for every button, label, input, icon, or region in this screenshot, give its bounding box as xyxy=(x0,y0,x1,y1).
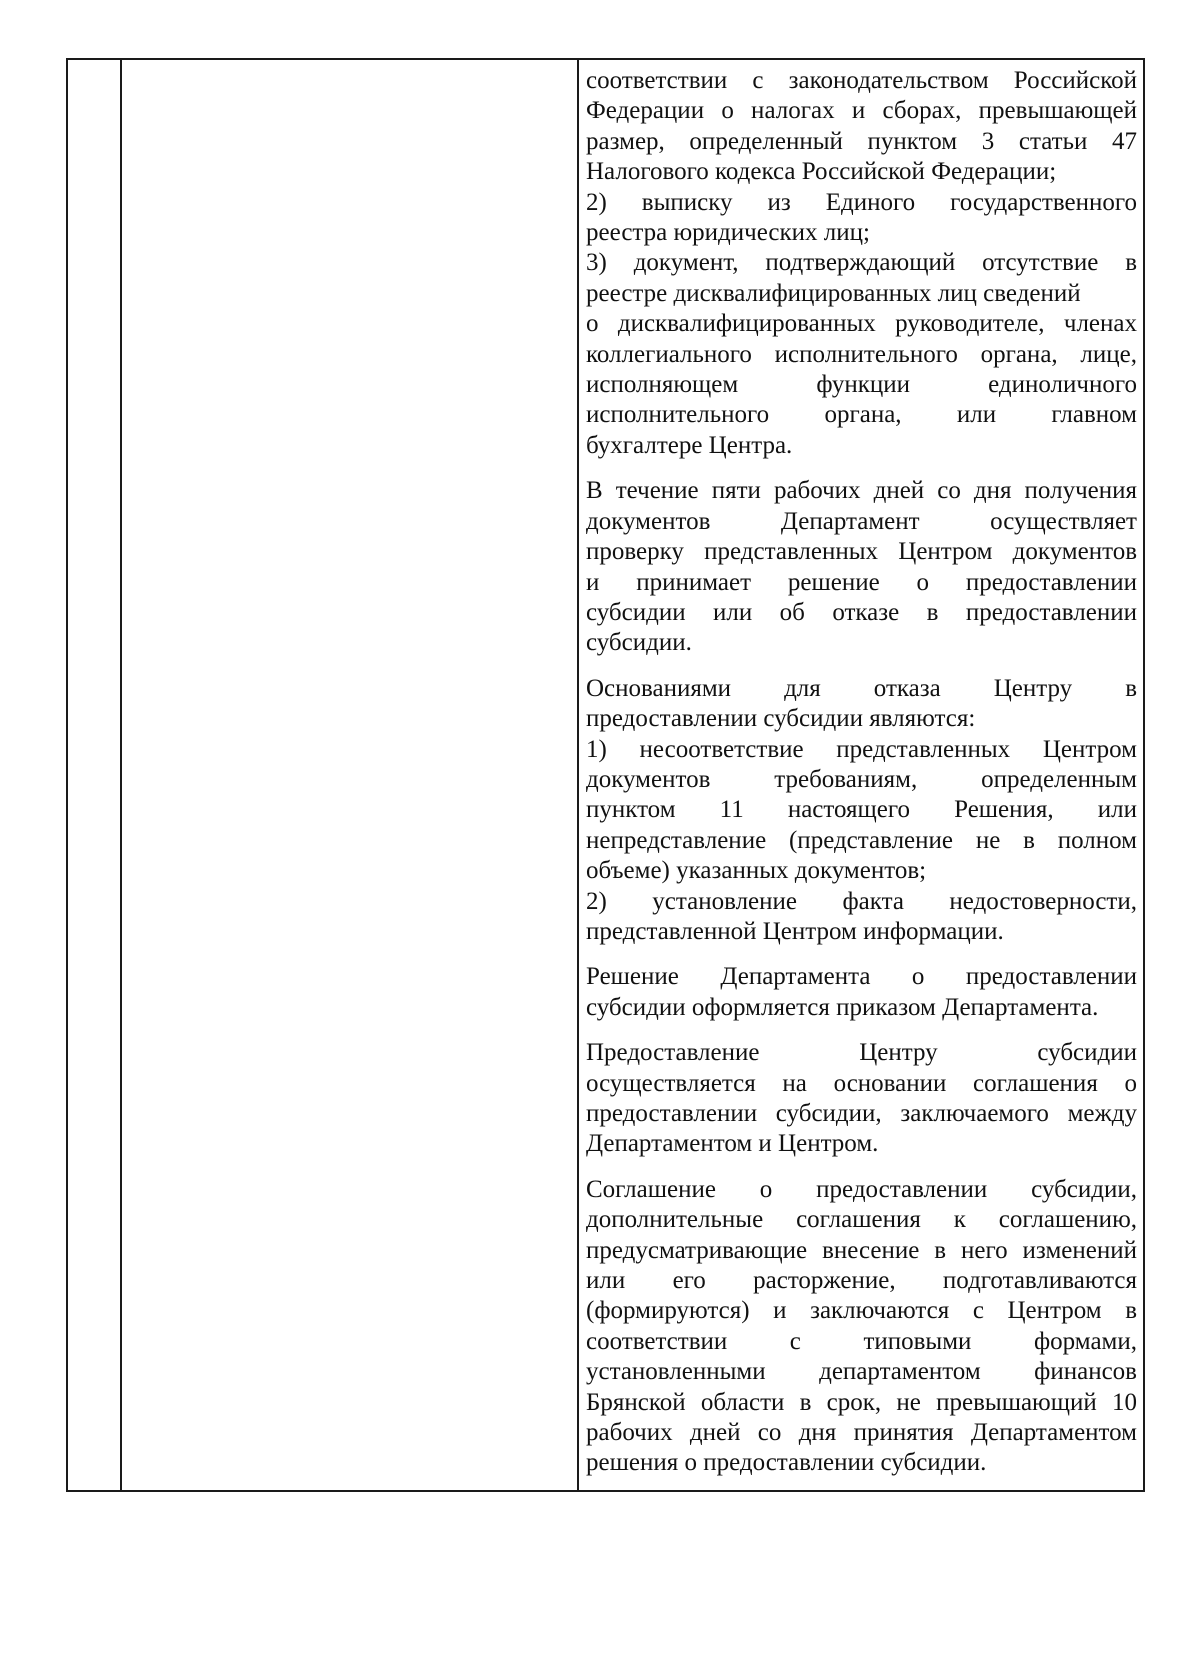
text-line: исполняющем функции единоличного xyxy=(586,371,1137,399)
text-line: (формируются) и заключаются с Центром в xyxy=(586,1297,1137,1325)
text-line: пунктом 11 настоящего Решения, или xyxy=(586,796,1137,824)
text-line: субсидии оформляется приказом Департамента. xyxy=(586,993,1099,1021)
text-line: предоставлении субсидии являются: xyxy=(586,705,976,733)
text-line: субсидии. xyxy=(586,629,692,657)
text-line: или его расторжение, подготавливаются xyxy=(586,1267,1137,1295)
text-line: реестра юридических лиц; xyxy=(586,219,870,247)
text-line: В течение пяти рабочих дней со дня получения xyxy=(586,477,1137,505)
text-line: Налогового кодекса Российской Федерации; xyxy=(586,158,1057,186)
text-line: решения о предоставлении субсидии. xyxy=(586,1449,987,1477)
text-line: проверку представленных Центром документов xyxy=(586,538,1137,566)
text-line: размер, определенный пунктом 3 статьи 47 xyxy=(586,127,1137,155)
text-line: исполнительного органа, или главном xyxy=(586,401,1137,429)
text-line: Федерации о налогах и сборах, превышающей xyxy=(586,97,1137,125)
text-line: представленной Центром информации. xyxy=(586,917,1004,945)
text-line: 3) документ, подтверждающий отсутствие в xyxy=(586,249,1137,277)
text-line: документов Департамент осуществляет xyxy=(586,507,1137,535)
paragraph xyxy=(586,674,1137,948)
paragraph xyxy=(586,476,1137,658)
document-table xyxy=(66,58,1145,1492)
text-line: непредставление (представление не в полном xyxy=(586,826,1137,854)
paragraph xyxy=(586,66,1137,461)
text-line: Соглашение о предоставлении субсидии, xyxy=(586,1175,1137,1203)
text-line: бухгалтере Центра. xyxy=(586,431,793,459)
text-line: Решение Департамента о предоставлении xyxy=(586,963,1137,991)
text-line: соответствии с законодательством Российской xyxy=(586,67,1137,94)
text-line: предусматривающие внесение в него изменений xyxy=(586,1236,1137,1264)
text-line: Департаментом и Центром. xyxy=(586,1130,879,1158)
column-divider-2 xyxy=(577,60,579,1490)
text-line: рабочих дней со дня принятия Департаментом xyxy=(586,1419,1137,1447)
text-line: и принимает решение о предоставлении xyxy=(586,568,1137,596)
text-line: 2) установление факта недостоверности, xyxy=(586,887,1137,915)
text-line: Предоставление Центру субсидии xyxy=(586,1039,1137,1067)
paragraph xyxy=(586,1175,1137,1479)
paragraph xyxy=(586,962,1137,1023)
text-line: предоставлении субсидии, заключаемого между xyxy=(586,1100,1137,1127)
text-line: о дисквалифицированных руководителе, членах xyxy=(586,310,1137,338)
text-line: 1) несоответствие представленных Центром xyxy=(586,735,1137,763)
text-line: реестре дисквалифицированных лиц сведений xyxy=(586,279,1081,307)
column-divider-1 xyxy=(120,60,122,1490)
paragraph xyxy=(586,1038,1137,1160)
text-line: Брянской области в срок, не превышающий 10 xyxy=(586,1388,1137,1416)
text-line: субсидии или об отказе в предоставлении xyxy=(586,598,1137,626)
table-text-cell xyxy=(586,66,1137,1479)
text-line: коллегиального исполнительного органа, лице, xyxy=(586,340,1137,368)
text-line: осуществляется на основании соглашения о xyxy=(586,1069,1137,1097)
text-line: установленными департаментом финансов xyxy=(586,1358,1137,1386)
text-line: документов требованиям, определенным xyxy=(586,765,1137,793)
text-line: объеме) указанных документов; xyxy=(586,857,927,885)
text-line: Основаниями для отказа Центру в xyxy=(586,674,1137,702)
text-line: дополнительные соглашения к соглашению, xyxy=(586,1206,1137,1234)
text-line: соответствии с типовыми формами, xyxy=(586,1327,1137,1355)
text-line: 2) выписку из Единого государственного xyxy=(586,188,1137,216)
